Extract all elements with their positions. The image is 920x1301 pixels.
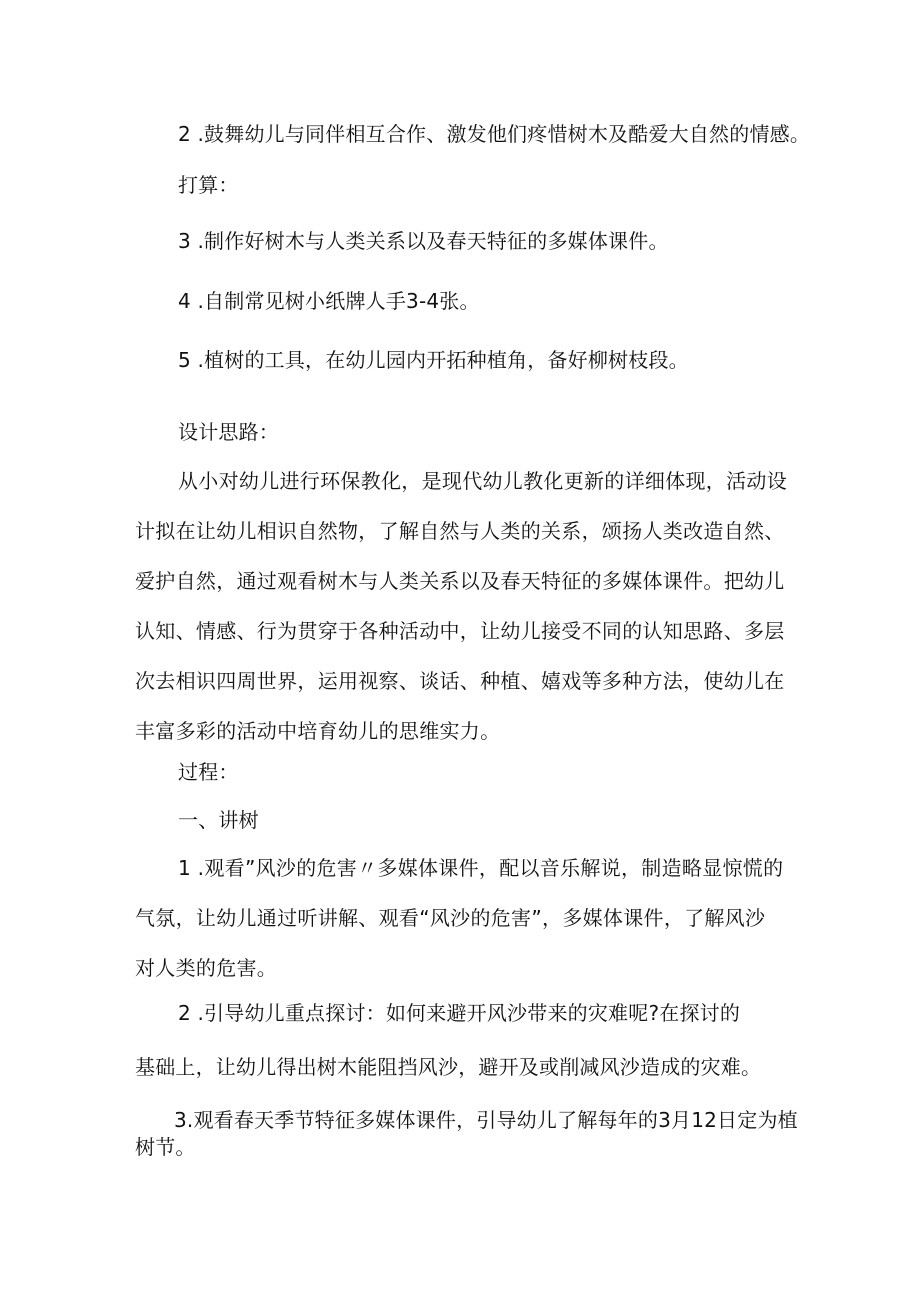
paragraph-line: 次去相识四周世界，运用视察、谈话、种植、嬉戏等多种方法，使幼儿在 <box>135 669 785 693</box>
section-heading-design: 设计思路： <box>178 420 279 444</box>
paragraph-line: 爱护自然，通过观看树木与人类关系以及春天特征的多媒体课件。把幼儿 <box>135 569 785 593</box>
step3-line-2: 树节。 <box>135 1135 196 1159</box>
design-paragraph <box>135 456 795 756</box>
paragraph-line: 从小对幼儿进行环保教化，是现代幼儿教化更新的详细体现，活动设 <box>178 469 787 493</box>
section-one-title: 一、讲树 <box>178 808 259 832</box>
list-item-3: 3 .制作好树木与人类关系以及春天特征的多媒体课件。 <box>178 229 669 253</box>
step3-line-1: 3.观看春天季节特征多媒体课件，引导幼儿了解每年的3月12日定为植 <box>174 1108 798 1132</box>
paragraph-line: 计拟在让幼儿相识自然物，了解自然与人类的关系，颂扬人类改造自然、 <box>135 519 785 543</box>
list-item-5: 5 .植树的工具，在幼儿园内开拓种植角，备好柳树枝段。 <box>178 348 689 372</box>
step2-line-2: 基础上，让幼儿得出树木能阻挡风沙，避开及或削减风沙造成的灾难。 <box>135 1055 762 1079</box>
paragraph-line: 丰富多彩的活动中培育幼儿的思维实力。 <box>135 719 501 743</box>
step2-line-1: 2 .引导幼儿重点探讨：如何来避开风沙带来的灾难呢?在探讨的 <box>178 1001 741 1025</box>
list-item-2: 2 .鼓舞幼儿与同伴相互合作、激发他们疼惜树木及酷爱大自然的情感。 <box>178 122 811 146</box>
step1-paragraph <box>135 843 795 993</box>
paragraph-line: 认知、情感、行为贯穿于各种活动中，让幼儿接受不同的认知思路、多层 <box>135 619 785 643</box>
section-heading-process: 过程： <box>178 760 239 784</box>
paragraph-line: 对人类的危害。 <box>135 956 278 980</box>
section-heading-prepare: 打算： <box>178 173 239 197</box>
list-item-4: 4 .自制常见树小纸牌人手3-4张。 <box>178 289 480 313</box>
paragraph-line: 气氛，让幼儿通过听讲解、观看“风沙的危害”，多媒体课件，了解风沙 <box>135 906 766 930</box>
paragraph-line: 1 .观看”风沙的危害〃多媒体课件，配以音乐解说，制造略显惊慌的 <box>178 856 784 880</box>
